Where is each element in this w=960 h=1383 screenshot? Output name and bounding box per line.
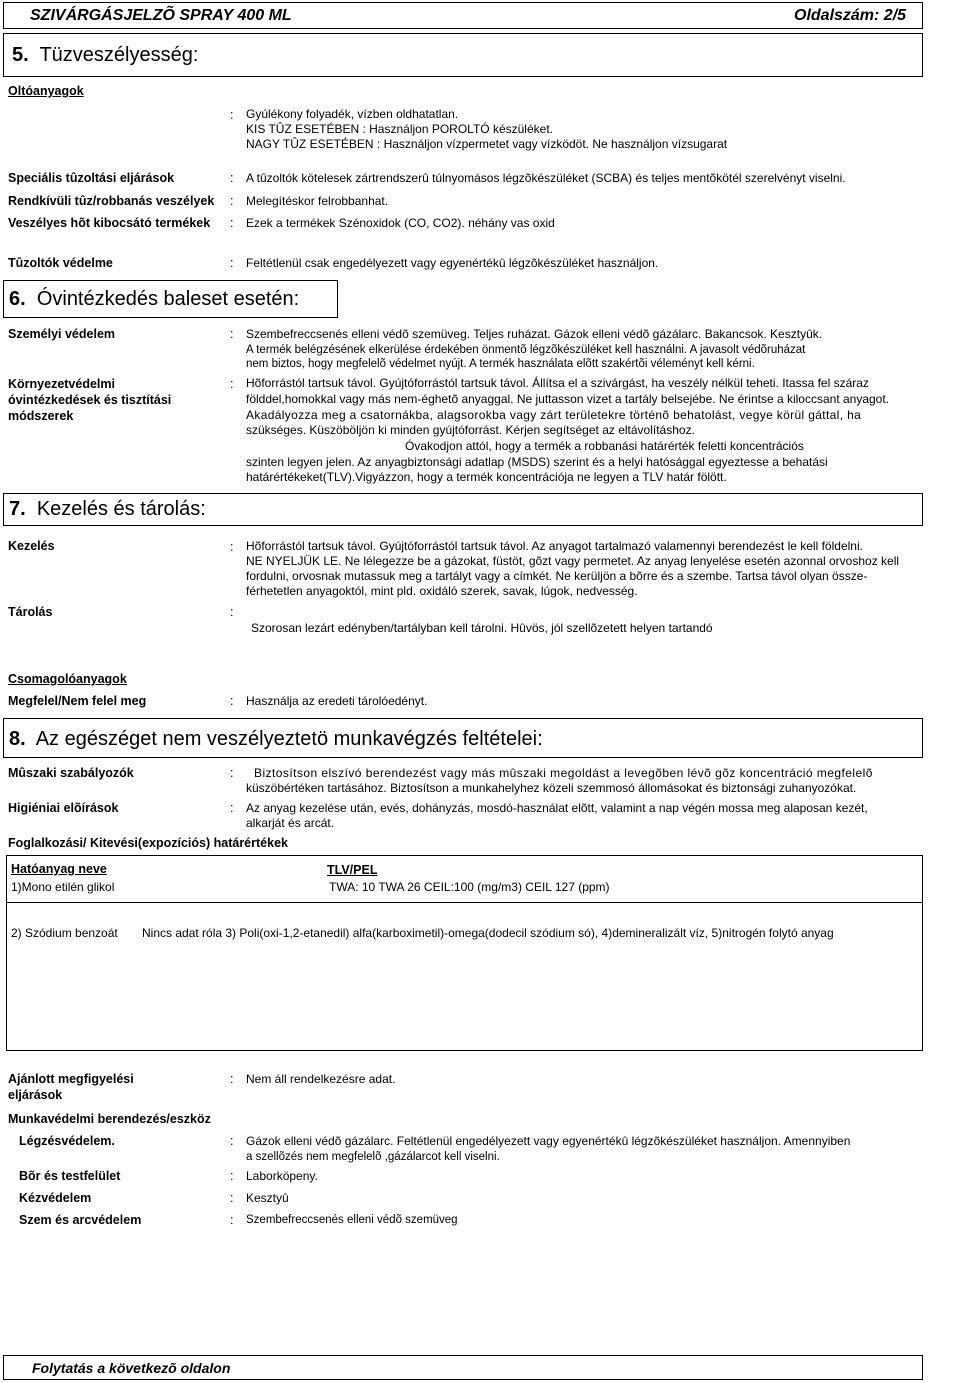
- colon: :: [230, 1134, 234, 1148]
- text-line: Biztosítson elszívó berendezést vagy más mûszaki megoldást a levegõben lévõ gõz koncentráció megfelelõ: [254, 766, 873, 780]
- kezeles-label: Kezelés: [8, 539, 55, 553]
- colon: :: [230, 694, 234, 708]
- ajanlott-text: Nem áll rendelkezésre adat.: [246, 1072, 396, 1086]
- foglalkozasi-label: Foglalkozási/ Kitevési(expozíciós) határértékek: [8, 836, 288, 850]
- text-line: Gyúlékony folyadék, vízben oldhatatlan.: [246, 107, 459, 121]
- text-line: Hõforrástól tartsuk távol. Gyújtóforrástól tartsuk távol. Az anyagot tartalmazó valamennyi berendezést le kell földelni.: [246, 539, 863, 553]
- text-line: a szellõzés nem megfelelõ ,gázálarcot kell viselni.: [246, 1151, 500, 1163]
- bor-text: Laborköpeny.: [246, 1169, 318, 1183]
- colon: :: [230, 1169, 234, 1183]
- text-line: férhetetlen anyagoktól, mint pld. oxidáló szerek, savak, lúgok, nedvesség.: [246, 584, 638, 598]
- tarolas-text: Szorosan lezárt edényben/tartályban kell tárolni. Hûvös, jól szellõzetett helyen tartandó: [251, 621, 713, 635]
- section-6-title: Óvintézkedés baleset esetén:: [36, 288, 300, 310]
- colon: :: [230, 1072, 234, 1086]
- table-row-1-name: 1)Mono etilén glikol: [11, 880, 115, 894]
- text-line: nem biztos, hogy megfelelõ védelmet nyújt. A termék használata elõtt szakértõi véleményt kell kérni.: [246, 358, 755, 370]
- bor-label: Bõr és testfelület: [19, 1169, 121, 1183]
- text-line: Gázok elleni védõ gázálarc. Feltétlenül engedélyezett vagy egyenértékû légzõkészüléket használjon. Amennyiben: [246, 1134, 851, 1148]
- text-line: szükséges. Küszöböljön ki minden gyújtóforrást. Kérjen segítséget az eltávolításhoz.: [246, 423, 695, 437]
- colon: :: [230, 194, 234, 208]
- text-line: Szembefreccsenés elleni védõ szemüveg. Teljes ruházat. Gázok elleni védõ gázálarc. Bakancsok. Kesztyûk.: [246, 327, 823, 341]
- section-7-number: 7.: [9, 498, 26, 520]
- megfelel-text: Használja az eredeti tárolóedényt.: [246, 694, 428, 708]
- higieniai-label: Higiéniai elõírások: [8, 801, 119, 815]
- label-line: Környezetvédelmi: [8, 377, 115, 391]
- colon: :: [230, 171, 234, 185]
- text-line: Óvakodjon attól, hogy a termék a robbanási határérték feletti koncentrációs: [405, 439, 804, 453]
- szem-label: Szem és arcvédelem: [19, 1213, 142, 1227]
- section-7-title: Kezelés és tárolás:: [36, 498, 206, 520]
- label-line: Ajánlott megfigyelési: [8, 1072, 134, 1086]
- label-line: óvintézkedések és tisztítási: [8, 393, 172, 407]
- colon: :: [230, 801, 234, 815]
- section-5-header: [3, 33, 923, 77]
- document-title: SZIVÁRGÁSJELZÕ SPRAY 400 ML: [30, 7, 292, 24]
- section-5-number: 5.: [12, 44, 29, 66]
- table-header-tlv: TLV/PEL: [327, 863, 378, 877]
- colon: :: [230, 605, 234, 619]
- specialis-label: Speciális tûzoltási eljárások: [8, 171, 175, 185]
- text-line: A termék belégzésének elkerülése érdekében önmentõ légzõkészüléket kell használni. A javasolt védõruházat: [246, 344, 806, 356]
- tarolas-label: Tárolás: [8, 605, 53, 619]
- section-7-heading: [9, 498, 206, 521]
- table-divider: [6, 902, 923, 903]
- page-number: Oldalszám: 2/5: [794, 7, 907, 24]
- footer-continue-text: Folytatás a következõ oldalon: [32, 1360, 231, 1376]
- label-line: eljárások: [8, 1088, 63, 1102]
- section-6-number: 6.: [9, 288, 26, 310]
- text-line: küszöbértéken tartásához. Biztosítson a munkahelyhez közeli szemmosó állomásokat és biztonsági zuhanyozókat.: [246, 781, 857, 795]
- szem-text: Szembefreccsenés elleni védõ szemüveg: [246, 1214, 458, 1226]
- table-row-2-value: Nincs adat róla 3) Poli(oxi-1,2-etanedil) alfa(karboximetil)-omega(dodecil szódium só), 4)demineralizált víz, 5)nitrogén folytó anyag: [142, 926, 834, 940]
- text-line: NAGY TÛZ ESETÉBEN : Használjon vízpermetet vagy vízködöt. Ne használjon vízsugarat: [246, 137, 728, 151]
- page-header: [3, 2, 923, 29]
- colon: :: [230, 327, 234, 341]
- text-line: földdel,homokkal vagy más nem-éghetõ anyaggal. Ne juttasson vizet a tartály belsejébe. Ne érintse a kiloccsant anyagot.: [246, 392, 890, 406]
- text-line: szinten legyen jelen. Az anyagbiztonsági adatlap (MSDS) szerint és a helyi hatósággal egyeztesse a behatási: [246, 455, 828, 469]
- colon: :: [230, 216, 234, 230]
- rendkivuli-label: Rendkívüli tûz/robbanás veszélyek: [8, 194, 215, 208]
- section-6-heading: [9, 288, 299, 311]
- table-row-1-value: TWA: 10 TWA 26 CEIL:100 (mg/m3) CEIL 127 (ppm): [329, 880, 610, 894]
- kez-text: Kesztyû: [246, 1191, 289, 1205]
- section-8-heading: [9, 728, 543, 751]
- munkaved-label: Munkavédelmi berendezés/eszköz: [8, 1112, 211, 1126]
- text-line: alkarját és arcát.: [246, 816, 335, 830]
- text-line: Akadályozza meg a csatornákba, alagsorokba vagy zárt területekre történõ behatolást, vegye körül gáttal, ha: [246, 408, 862, 422]
- oltoanyagok-label: Oltóanyagok: [8, 84, 84, 98]
- colon: :: [230, 377, 234, 391]
- table-header-name: Hatóanyag neve: [11, 862, 107, 876]
- text-line: Az anyag kezelése után, evés, dohányzás, mosdó-használat elõtt, valamint a nap végén mossa meg alaposan kezét,: [246, 801, 868, 815]
- section-5-heading: [12, 44, 198, 67]
- table-row-2-name: 2) Szódium benzoát: [11, 926, 118, 940]
- colon: :: [230, 108, 234, 122]
- section-8-header: [3, 718, 923, 758]
- text-line: fordulni, orvosnak mutassuk meg a tartályt vagy a címkét. Ne kerüljön a bõrre és a szembe. Tartsa távol olyan össze-: [246, 569, 868, 583]
- colon: :: [230, 256, 234, 270]
- section-7-header: [3, 493, 923, 526]
- csomagoloanyagok-label: Csomagolóanyagok: [8, 672, 127, 686]
- tuzoltok-label: Tûzoltók védelme: [8, 256, 113, 270]
- section-6-header: [3, 280, 338, 318]
- megfelel-label: Megfelel/Nem felel meg: [8, 694, 147, 708]
- text-line: határértékeket(TLV).Vigyázzon, hogy a termék koncentrációja ne legyen a TLV határ fölött.: [246, 470, 727, 484]
- page-footer: [3, 1355, 923, 1380]
- colon: :: [230, 766, 234, 780]
- szemelyi-label: Személyi védelem: [8, 327, 116, 341]
- specialis-text: A tûzoltók kötelesek zártrendszerû túlnyomásos légzõkészüléket (SCBA) és teljes mentõkötél szerelvényt viselni.: [246, 171, 846, 185]
- colon: :: [230, 1191, 234, 1205]
- muszaki-label: Mûszaki szabályozók: [8, 766, 134, 780]
- veszelyes-text: Ezek a termékek Szénoxidok (CO, CO2). néhány vas oxid: [246, 216, 555, 230]
- kez-label: Kézvédelem: [19, 1191, 92, 1205]
- tuzoltok-text: Feltétlenül csak engedélyezett vagy egyenértékû légzõkészüléket használjon.: [246, 256, 659, 270]
- section-5-title: Tüzveszélyesség:: [39, 44, 199, 66]
- veszelyes-label: Veszélyes hõt kibocsátó termékek: [8, 216, 211, 230]
- legzes-label: Légzésvédelem.: [19, 1134, 115, 1148]
- section-8-number: 8.: [9, 728, 26, 750]
- colon: :: [230, 540, 234, 554]
- section-8-title: Az egészéget nem veszélyeztetö munkavégzés feltételei:: [35, 728, 543, 750]
- exposure-table: [6, 855, 923, 1051]
- text-line: Hõforrástól tartsuk távol. Gyújtóforrástól tartsuk távol. Állítsa el a szivárgást, ha veszély nélkül teheti. Itassa fel száraz: [246, 376, 869, 390]
- label-line: módszerek: [8, 409, 74, 423]
- text-line: KIS TÛZ ESETÉBEN : Használjon POROLTÓ készüléket.: [246, 122, 553, 136]
- text-line: NE NYELJÜK LE. Ne lélegezze be a gázokat, füstöt, gõzt vagy permetet. Az anyag lenyelése esetén azonnal orvoshoz kell: [246, 554, 900, 568]
- rendkivuli-text: Melegítéskor felrobbanhat.: [246, 194, 389, 208]
- colon: :: [230, 1213, 234, 1227]
